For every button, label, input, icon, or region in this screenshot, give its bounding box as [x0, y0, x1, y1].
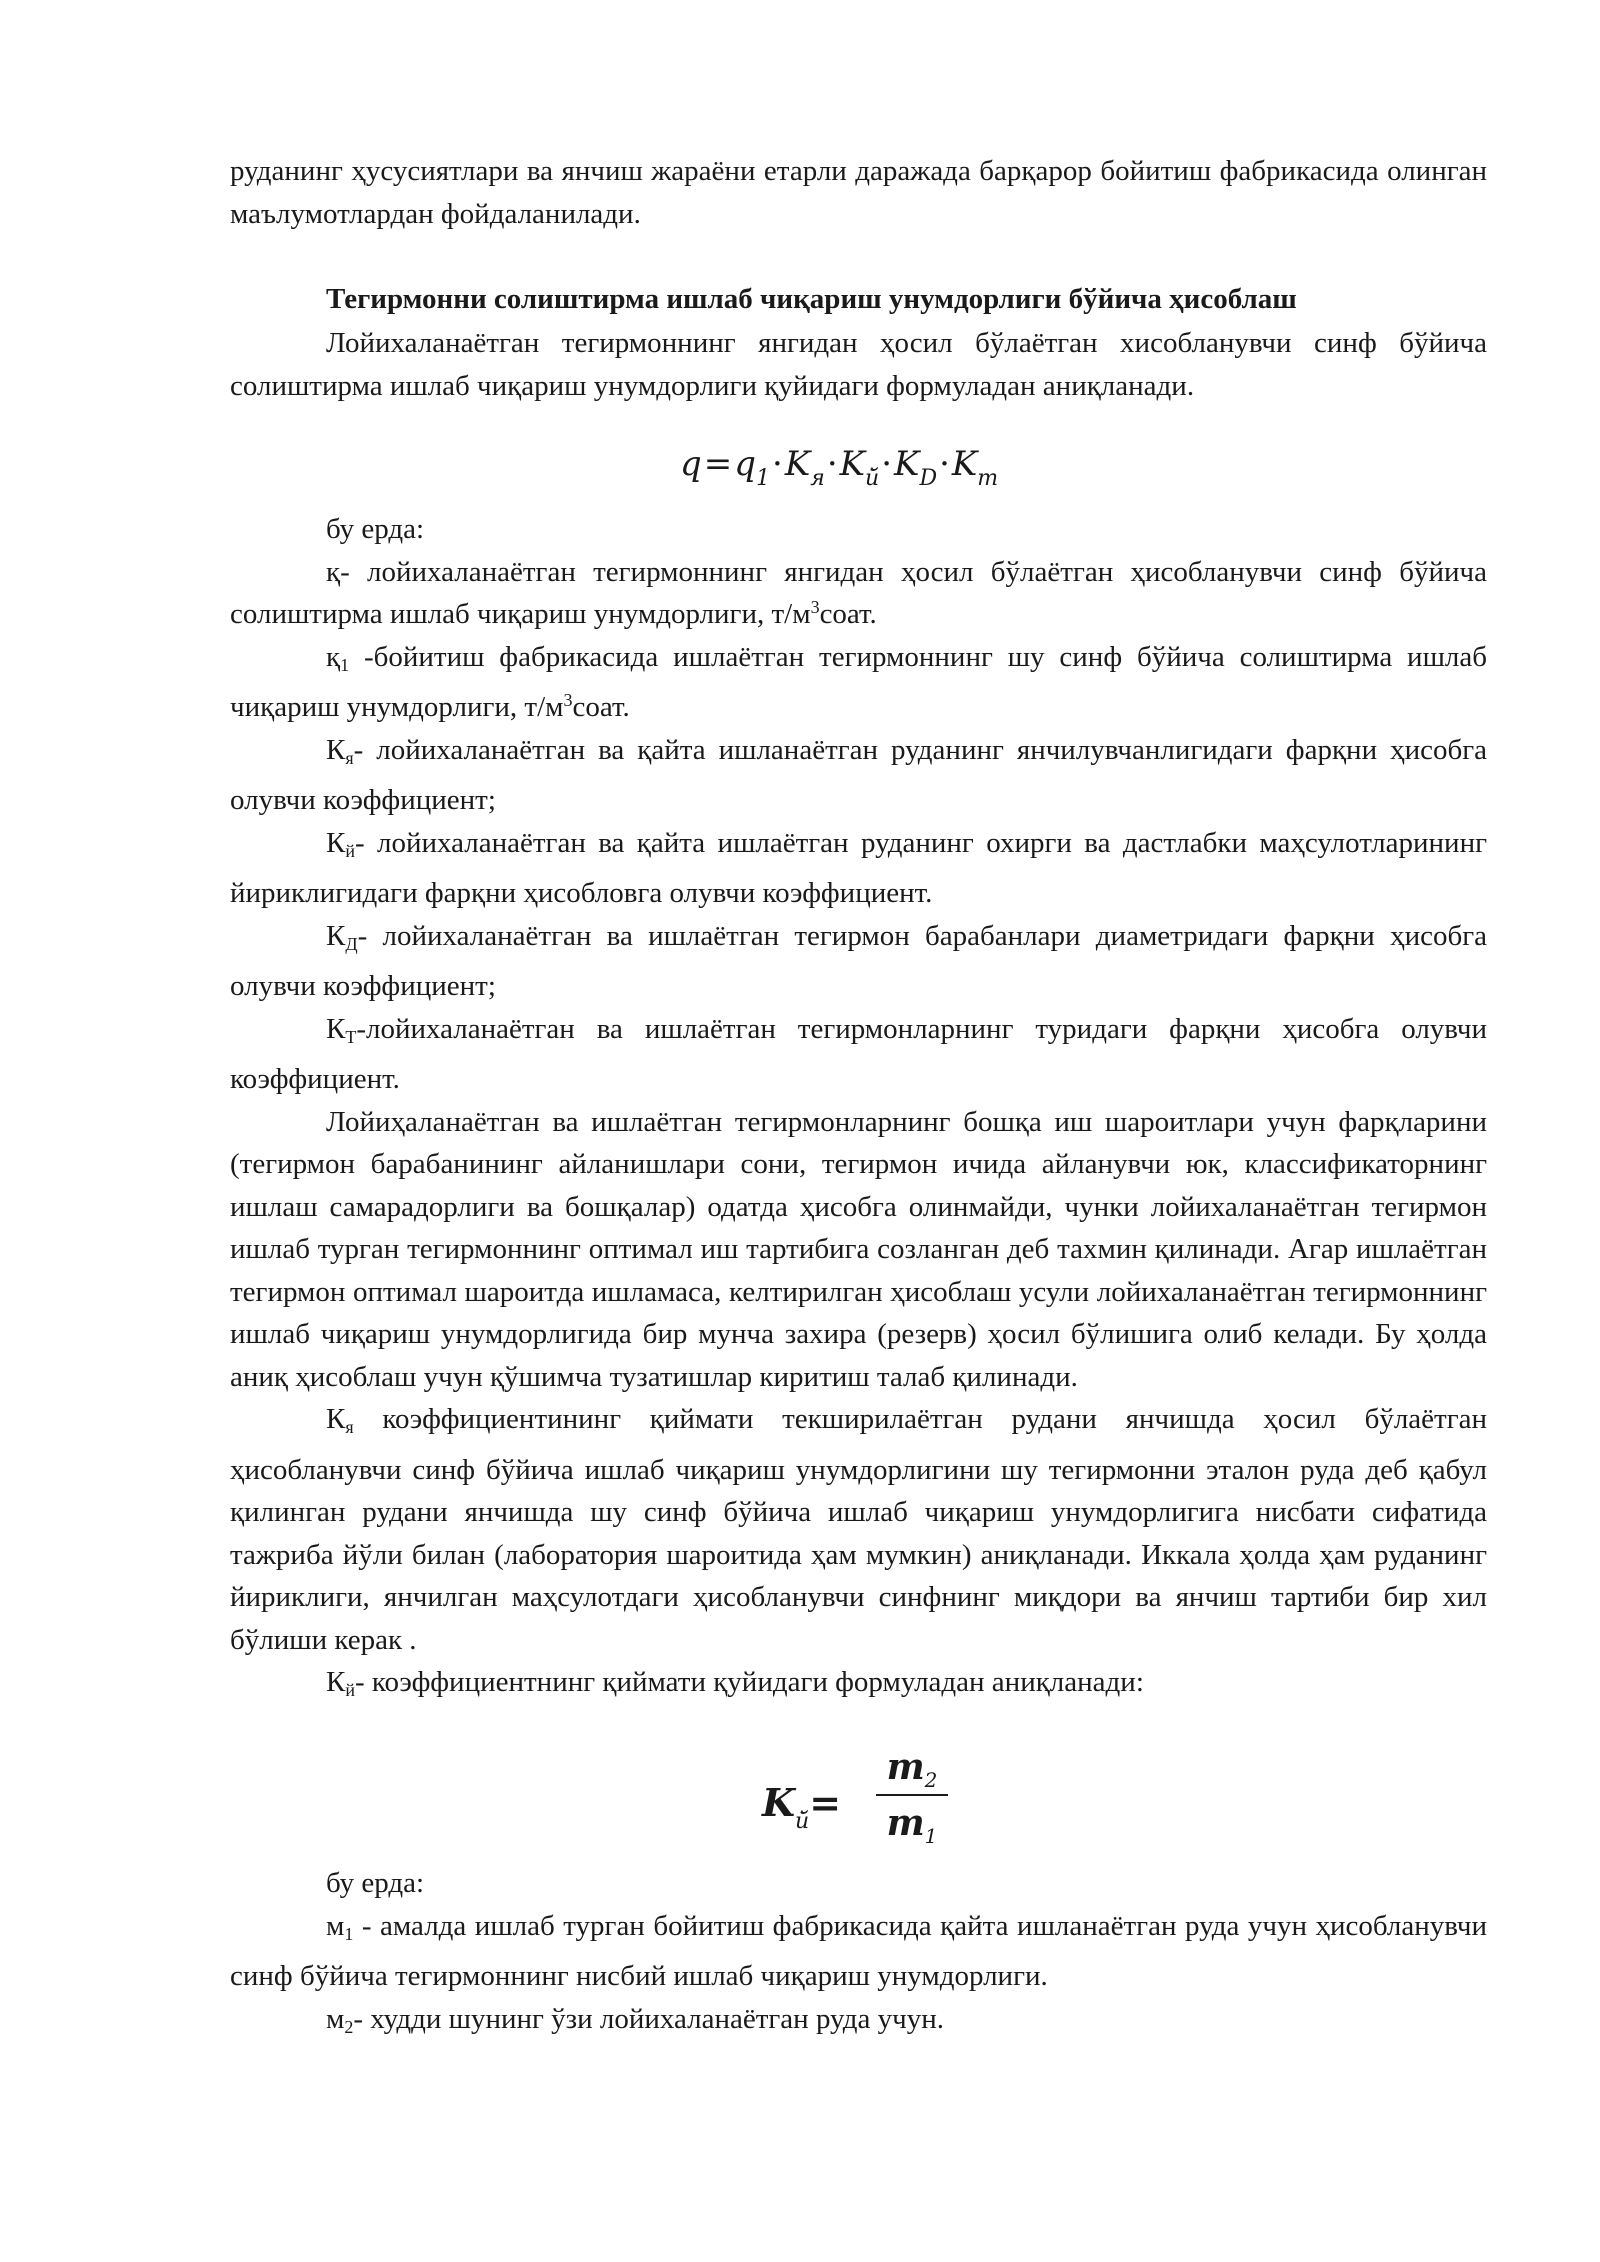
formula-q1-sub: 1 — [756, 466, 771, 491]
definition-q1-end: соат. — [572, 691, 630, 723]
definition-m1-sub: 1 — [344, 1923, 354, 1944]
k-y-formula-k-sub: й̆ — [795, 1809, 810, 1834]
denominator-sub: 1 — [924, 1824, 938, 1848]
definition-q1-symbol: қ — [326, 640, 341, 673]
definition-k-d-text: - лойихаланаётган ва ишлаётган тегирмон барабанлари диаметридаги фарқни ҳисобга олувчи коэффициент; — [230, 919, 1487, 1002]
k-ya-coefficient-paragraph — [230, 1398, 1487, 1661]
k-y-sub: й — [345, 1680, 355, 1700]
definition-k-t-symbol: К — [326, 1012, 346, 1045]
k-y-coefficient-text: - коэффициентнинг қиймати қуйидаги формуладан аниқланади: — [354, 1666, 1144, 1698]
definition-q1 — [230, 636, 1487, 729]
definitions-block — [230, 508, 1487, 1712]
definition-m2-sub: 2 — [344, 2016, 354, 2037]
numerator-sub: 2 — [924, 1768, 938, 1792]
where-label: бу ерда: — [326, 513, 425, 545]
definition-k-y-text: - лойихаланаётган ва қайта ишлаётган руданинг охирги ва дастлабки маҳсулотларининг йириклигидаги фарқни ҳисобловга олувчи коэффициент. — [230, 826, 1487, 909]
k-ya-coefficient-text: коэффициентининг қиймати текширилаётган рудани янчишда ҳосил бўлаётган ҳисобланувчи синф бўйича ишлаб чиқариш унумдорлигини шу тегирмонни эталон руда деб қабул қилинган рудани янчишда шу синф бўйича ишлаб чиқариш унумдорлигига нисбати сифатида тажриба йўли билан (лаборатория шароитида ҳам мумкин) аниқланади. Иккала ҳолда ҳам руданинг йириклиги, янчилган маҳсулотдаги ҳисобланувчи синфнинг миқдори ва янчиш тартиби бир хил бўлиши керак . — [230, 1403, 1487, 1656]
k-y-formula-fraction — [876, 1744, 948, 1846]
k-y-formula — [762, 1740, 982, 1860]
final-definitions-block — [230, 1862, 1487, 2048]
formula-k-ya: K — [784, 444, 811, 484]
definition-m2-text: - худди шунинг ўзи лойихаланаётган руда учун. — [353, 2002, 944, 2035]
formula-k-m: K — [951, 444, 978, 484]
intro-paragraph-block — [230, 150, 1487, 235]
definition-q-end: соат. — [819, 598, 877, 630]
formula-k-d: K — [894, 444, 920, 484]
formula-k-d-sub: D — [919, 466, 938, 491]
definition-k-t-text: -лойихаланаётган ва ишлаётган тегирмонларнинг туридаги фарқни ҳисобга олувчи коэффициент. — [230, 1012, 1487, 1095]
definition-m2 — [230, 1998, 1487, 2049]
definition-q1-sup: 3 — [563, 690, 573, 710]
formula-k-y-sub: й̆ — [865, 466, 880, 491]
definition-k-t-sub: Т — [345, 1026, 357, 1047]
formula-k-y: K — [839, 444, 866, 484]
formula-dot: · — [772, 444, 783, 484]
definition-q1-text: -бойитиш фабрикасида ишлаётган тегирмоннинг шу синф бўйича солиштирма ишлаб чиқариш унумдорлиги, т/м — [230, 640, 1487, 723]
formula-intro-block — [230, 322, 1487, 407]
definition-q — [230, 551, 1487, 636]
k-y-symbol: К — [326, 1666, 346, 1698]
denominator-m: m — [886, 1802, 925, 1844]
fraction-numerator — [876, 1744, 948, 1790]
k-y-formula-k: K — [762, 1780, 796, 1825]
definition-k-d-sub: Д — [345, 933, 358, 954]
definition-k-ya — [230, 729, 1487, 822]
definition-q-text: қ- лойихаланаётган тегирмоннинг янгидан ҳосил бўлаётган ҳисобланувчи синф бўйича солиштирма ишлаб чиқариш унумдорлиги, т/м — [230, 555, 1487, 630]
definition-k-d-symbol: К — [326, 919, 346, 952]
definition-m1-text: - амалда ишлаб турган бойитиш фабрикасида қайта ишланаётган руда учун ҳисобланувчи синф бўйича тегирмоннинг нисбий ишлаб чиқариш унумдорлиги. — [230, 1909, 1487, 1992]
formula-k-ya-sub: я — [810, 466, 825, 491]
intro-paragraph: руданинг ҳусусиятлари ва янчиш жараёни етарли даражада барқарор бойитиш фабрикасида олинган маълумотлардан фойдаланилади. — [230, 155, 1487, 230]
k-y-formula-lhs — [762, 1780, 841, 1834]
definition-k-y-symbol: К — [326, 826, 346, 859]
definition-k-ya-sub: я — [345, 747, 354, 768]
k-ya-symbol: К — [326, 1403, 346, 1435]
where-label-2: бу ерда: — [326, 1867, 425, 1899]
formula-intro-paragraph: Лойихаланаётган тегирмоннинг янгидан ҳосил бўлаётган хисобланувчи синф бўйича солиштирма ишлаб чиқариш унумдорлиги қуйидаги формуладан аниқланади. — [230, 327, 1487, 402]
fraction-bar — [876, 1794, 948, 1796]
definition-m1-symbol: м — [326, 1909, 345, 1942]
definition-m1 — [230, 1905, 1487, 1998]
definition-k-ya-symbol: К — [326, 733, 346, 766]
definition-k-y-sub: й — [345, 840, 355, 861]
section-heading: Тегирмонни солиштирма ишлаб чиқариш унумдорлиги бўйича ҳисоблаш — [326, 283, 1297, 315]
definition-q-sup: 3 — [810, 597, 820, 617]
formula-k-m-sub: m — [977, 466, 999, 491]
formula-equals: = — [703, 444, 733, 484]
k-y-coefficient-paragraph — [230, 1661, 1487, 1712]
definition-k-y — [230, 822, 1487, 915]
formula-q1: q — [734, 444, 757, 484]
definition-k-ya-text: - лойихаланаётган ва қайта ишланаётган руданинг янчилувчанлигидаги фарқни ҳисобга олувчи коэффициент; — [230, 733, 1487, 816]
formula-q: q — [680, 444, 702, 484]
definition-q1-sub: 1 — [340, 654, 350, 675]
k-y-formula-equals: = — [809, 1780, 842, 1825]
formula-dot: · — [826, 444, 838, 484]
formula-dot: · — [881, 444, 893, 484]
k-ya-sub: я — [345, 1417, 354, 1437]
fraction-denominator — [876, 1800, 948, 1846]
productivity-formula — [680, 444, 1080, 504]
definition-k-d — [230, 915, 1487, 1008]
numerator-m: m — [886, 1746, 925, 1788]
definition-k-t — [230, 1008, 1487, 1101]
formula-dot: · — [939, 444, 950, 484]
conditions-paragraph: Лойиҳаланаётган ва ишлаётган тегирмонларнинг бошқа иш шароитлари учун фарқларини (тегирмон барабанининг айланишлари сони, тегирмон ичида айланувчи юк, классификаторнинг ишлаш самарадорлиги ва бошқалар) одатда ҳисобга олинмайди, чунки лойихаланаётган тегирмон ишлаб турган тегирмоннинг оптимал иш тартибига созланган деб тахмин қилинади. Агар ишлаётган тегирмон оптимал шароитда ишламаса, келтирилган ҳисоблаш усули лойихаланаётган тегирмоннинг ишлаб чиқариш унумдорлигида бир мунча захира (резерв) ҳосил бўлишига олиб келади. Бу ҳолда аниқ ҳисоблаш учун қўшимча тузатишлар киритиш талаб қилинади. — [230, 1105, 1487, 1393]
definition-m2-symbol: м — [326, 2002, 345, 2035]
